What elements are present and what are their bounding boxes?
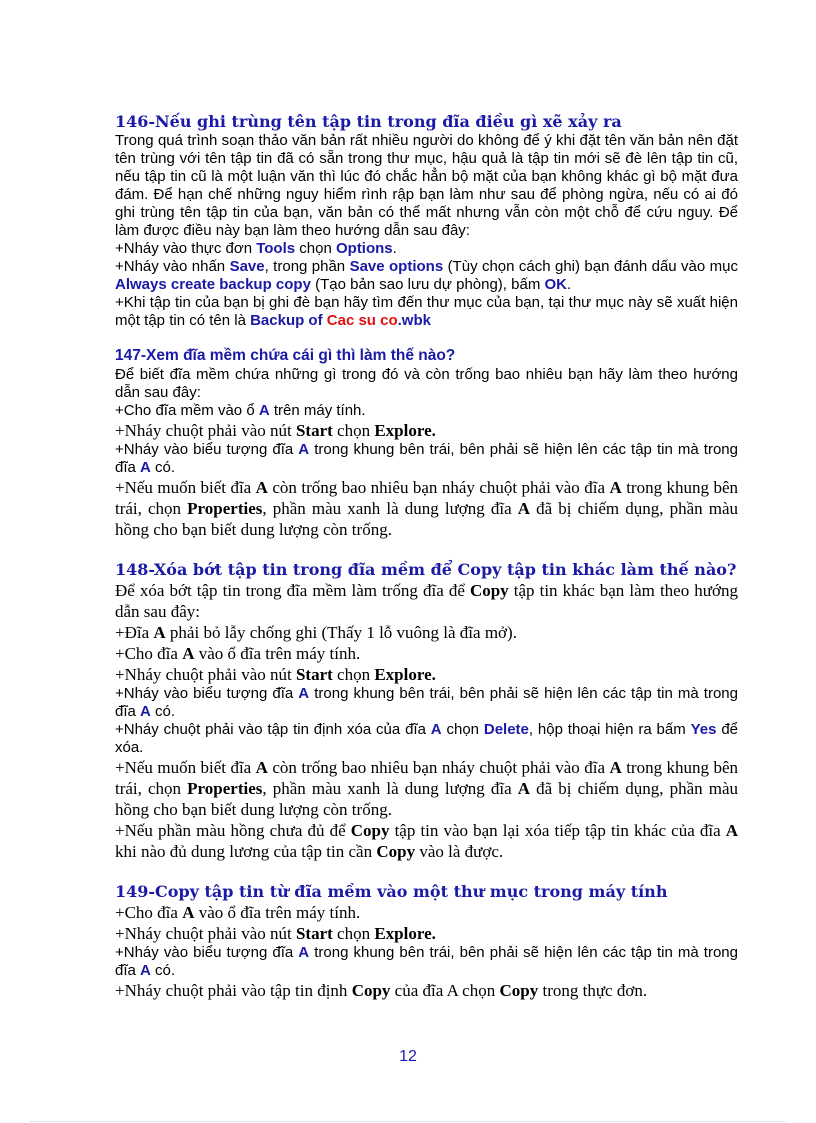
section-149-step-4: +Nháy chuột phải vào tập tin định Copy của đĩa A chọn Copy trong thực đơn. xyxy=(115,981,648,1000)
section-148-step-3: +Nháy chuột phải vào nút Start chọn Explore. xyxy=(115,665,436,684)
section-147-step-2: +Nháy chuột phải vào nút Start chọn Explore. xyxy=(115,421,436,440)
section-149-title: 149-Copy tập tin từ đĩa mềm vào một thư mục trong máy tính xyxy=(115,882,668,901)
section-149-step-3: +Nháy vào biểu tượng đĩa A trong khung bên trái, bên phải sẽ hiện lên các tập tin mà trong đĩa A có. xyxy=(115,944,738,979)
section-149-step-1: +Cho đĩa A vào ổ đĩa trên máy tính. xyxy=(115,903,361,922)
section-149 xyxy=(115,882,738,1001)
page-number: 12 xyxy=(399,1048,417,1065)
section-148-step-5: +Nháy chuột phải vào tập tin định xóa của đĩa A chọn Delete, hộp thoại hiện ra bấm Yes để xóa. xyxy=(115,721,739,756)
section-146 xyxy=(115,112,738,330)
section-146-step-3: +Khi tập tin của bạn bị ghi đè bạn hãy tìm đến thư mục của bạn, tại thư mục này sẽ xuất hiện một tập tin có tên là Backup of Cac su co.wbk xyxy=(115,294,738,329)
section-147-step-3: +Nháy vào biểu tượng đĩa A trong khung bên trái, bên phải sẽ hiện lên các tập tin mà trong đĩa A có. xyxy=(115,441,738,476)
section-148-step-1: +Đĩa A phải bỏ lẫy chống ghi (Thấy 1 lỗ vuông là đĩa mở). xyxy=(115,623,517,642)
section-148-step-4: +Nháy vào biểu tượng đĩa A trong khung bên trái, bên phải sẽ hiện lên các tập tin mà trong đĩa A có. xyxy=(115,685,738,720)
section-146-title: 146-Nếu ghi trùng tên tập tin trong đĩa điều gì xẽ xảy ra xyxy=(115,112,622,131)
page-bottom-border xyxy=(30,1121,786,1122)
section-148-intro: Để xóa bớt tập tin trong đĩa mềm làm trống đĩa để Copy tập tin khác bạn làm theo hướng dẫn sau đây: xyxy=(115,581,738,621)
section-149-step-2: +Nháy chuột phải vào nút Start chọn Explore. xyxy=(115,924,436,943)
document-page xyxy=(115,112,738,1001)
section-148-step-7: +Nếu phần màu hồng chưa đủ để Copy tập tin vào bạn lại xóa tiếp tập tin khác của đĩa A khi nào đủ dung lương của tập tin cần Copy vào là được. xyxy=(115,821,739,861)
section-146-intro: Trong quá trình soạn thảo văn bản rất nhiều người do không để ý khi đặt tên văn bản nên đặt tên trùng với tên tập tin đã có sẵn trong thư mục, hậu quả là tập tin mới sẽ đè lên tập tin cũ, nếu tập tin cũ là một luận văn thì lúc đó chắc hẳn bộ mặt của bạn không khác gì bộ mặt đưa đám. Để hạn chế những nguy hiểm rình rập bạn làm như sau để phòng ngừa, nếu có ai đó ghi trùng tên tập tin của bạn, văn bản có thể mất nhưng vẫn còn một chỗ để cứu nguy. Để làm được điều này bạn làm theo hướng dẫn sau đây: xyxy=(115,132,738,239)
section-147 xyxy=(115,346,738,540)
section-146-step-2: +Nháy vào nhấn Save, trong phần Save options (Tùy chọn cách ghi) bạn đánh dấu vào mục Always create backup copy (Tạo bản sao lưu dự phòng), bấm OK. xyxy=(115,258,738,293)
section-148-step-6: +Nếu muốn biết đĩa A còn trống bao nhiêu bạn nháy chuột phải vào đĩa A trong khung bên trái, chọn Properties, phần màu xanh là dung lượng đĩa A đã bị chiếm dụng, phần màu hồng cho bạn biết dung lượng còn trống. xyxy=(115,758,738,819)
section-147-title: 147-Xem đĩa mềm chứa cái gì thì làm thế nào? xyxy=(115,347,456,364)
section-148 xyxy=(115,560,738,862)
section-147-intro: Để biết đĩa mềm chứa những gì trong đó và còn trống bao nhiêu bạn hãy làm theo hướng dẫn sau đây: xyxy=(115,366,738,401)
section-147-step-4: +Nếu muốn biết đĩa A còn trống bao nhiêu bạn nháy chuột phải vào đĩa A trong khung bên trái, chọn Properties, phần màu xanh là dung lượng đĩa A đã bị chiếm dụng, phần màu hồng cho bạn biết dung lượng còn trống. xyxy=(115,478,738,539)
section-148-step-2: +Cho đĩa A vào ổ đĩa trên máy tính. xyxy=(115,644,361,663)
section-147-step-1: +Cho đĩa mềm vào ổ A trên máy tính. xyxy=(115,402,366,419)
section-146-step-1: +Nháy vào thực đơn Tools chọn Options. xyxy=(115,240,397,257)
section-148-title: 148-Xóa bớt tập tin trong đĩa mềm để Copy tập tin khác làm thế nào? xyxy=(115,560,737,579)
